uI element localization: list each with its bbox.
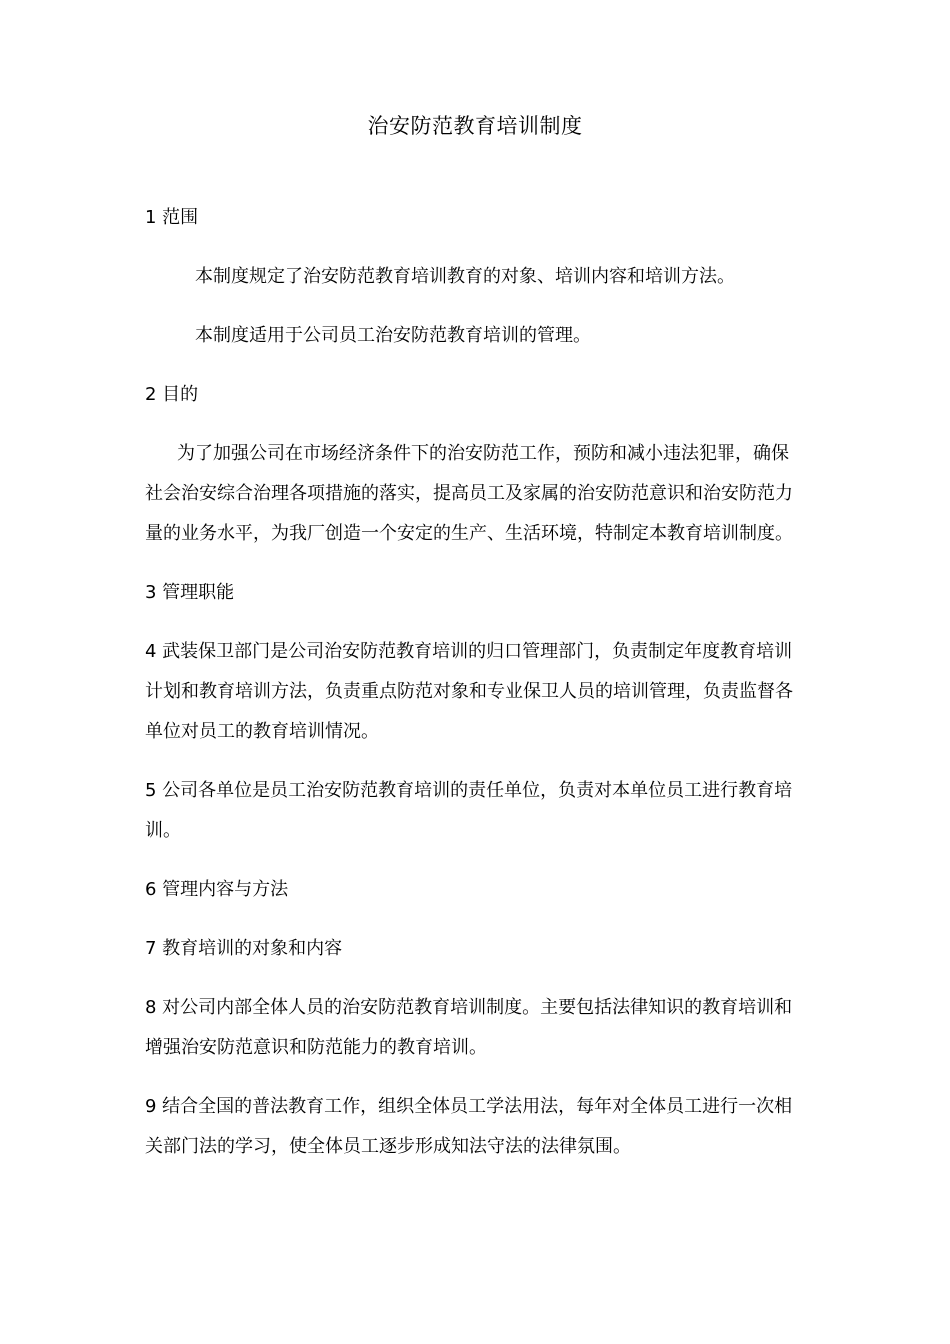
section-heading-scope: 1 范围 [145, 207, 199, 228]
clause-7: 7 教育培训的对象和内容 [145, 938, 343, 959]
document-title: 治安防范教育培训制度 [367, 114, 583, 138]
clause-4: 4 武装保卫部门是公司治安防范教育培训的归口管理部门，负责制定年度教育培训计划和教育培训方法，负责重点防范对象和专业保卫人员的培训管理，负责监督各单位对员工的教育培训情况。 [145, 641, 793, 742]
scope-paragraph-2: 本制度适用于公司员工治安防范教育培训的管理。 [195, 325, 591, 346]
section-heading-purpose: 2 目的 [145, 384, 199, 405]
scope-paragraph-1: 本制度规定了治安防范教育培训教育的对象、培训内容和培训方法。 [195, 266, 735, 287]
clause-8: 8 对公司内部全体人员的治安防范教育培训制度。主要包括法律知识的教育培训和增强治安防范意识和防范能力的教育培训。 [145, 997, 793, 1058]
clause-9: 9 结合全国的普法教育工作，组织全体员工学法用法，每年对全体员工进行一次相关部门法的学习，使全体员工逐步形成知法守法的法律氛围。 [145, 1096, 793, 1157]
purpose-paragraph: 为了加强公司在市场经济条件下的治安防范工作，预防和减小违法犯罪，确保社会治安综合治理各项措施的落实，提高员工及家属的治安防范意识和治安防范力量的业务水平，为我厂创造一个安定的生产、生活环境，特制定本教育培训制度。 [145, 443, 793, 544]
document-body [145, 198, 797, 1186]
section-heading-content-methods: 6 管理内容与方法 [145, 879, 289, 900]
section-heading-management: 3 管理职能 [145, 582, 235, 603]
clause-5: 5 公司各单位是员工治安防范教育培训的责任单位，负责对本单位员工进行教育培训。 [145, 780, 793, 841]
